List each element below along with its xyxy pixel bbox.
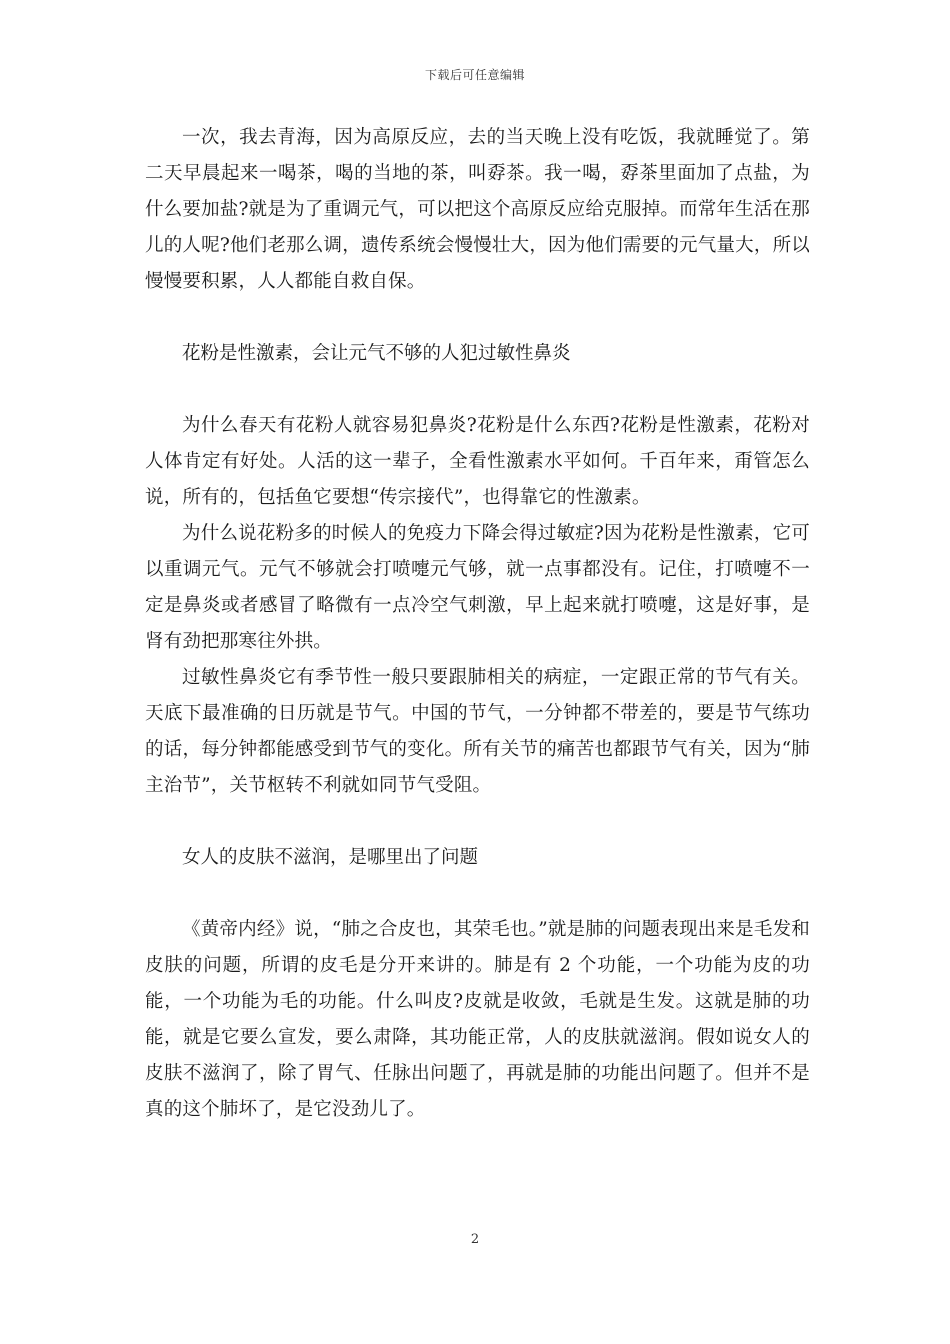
section-heading-pollen: 花粉是性激素，会让元气不够的人犯过敏性鼻炎 [182, 343, 571, 364]
paragraph-seasonal-rhinitis: 过敏性鼻炎它有季节性一般只要跟肺相关的病症，一定跟正常的节气有关。天底下最准确的日历就是节气。中国的节气，一分钟都不带差的，要是节气练功的话，每分钟都能感受到节气的变化。所有关节的痛苦也都跟节气有关，因为“肺主治节”，关节枢转不利就如同节气受阻。 [145, 667, 810, 796]
page-header: 下载后可任意编辑 [424, 68, 525, 82]
document-body [145, 120, 810, 1128]
section-heading-skin: 女人的皮肤不滋润，是哪里出了问题 [182, 847, 479, 868]
paragraph-qinghai-tea: 一次，我去青海，因为高原反应，去的当天晚上没有吃饭，我就睡觉了。第二天早晨起来一喝茶，喝的当地的茶，叫孬茶。我一喝，孬茶里面加了点盐，为什么要加盐?就是为了重调元气，可以把这个高原反应给克服掉。而常年生活在那儿的人呢?他们老那么调，遗传系统会慢慢壮大，因为他们需要的元气量大，所以慢慢要积累，人人都能自救自保。 [145, 127, 810, 292]
page-number: 2 [470, 1232, 480, 1247]
paragraph-pollen-immunity: 为什么说花粉多的时候人的免疫力下降会得过敏症?因为花粉是性激素，它可以重调元气。元气不够就会打喷嚏元气够，就一点事都没有。记住，打喷嚏不一定是鼻炎或者感冒了略微有一点冷空气刺激，早上起来就打喷嚏，这是好事，是肾有劲把那寒往外拱。 [145, 523, 810, 652]
paragraph-pollen-hormone: 为什么春天有花粉人就容易犯鼻炎?花粉是什么东西?花粉是性激素，花粉对人体肯定有好处。人活的这一辈子，全看性激素水平如何。千百年来，甭管怎么说，所有的，包括鱼它要想“传宗接代”，也得靠它的性激素。 [145, 415, 810, 508]
paragraph-lung-skin: 《黄帝内经》说，“肺之合皮也，其荣毛也。”就是肺的问题表现出来是毛发和皮肤的问题，所谓的皮毛是分开来讲的。肺是有 2 个功能，一个功能为皮的功能，一个功能为毛的功能。什么叫皮?皮就是收敛，毛就是生发。这就是肺的功能，就是它要么宣发，要么肃降，其功能正常，人的皮肤就滋润。假如说女人的皮肤不滋润了，除了胃气、任脉出问题了，再就是肺的功能出问题了。但并不是真的这个肺坏了，是它没劲儿了。 [145, 919, 810, 1120]
